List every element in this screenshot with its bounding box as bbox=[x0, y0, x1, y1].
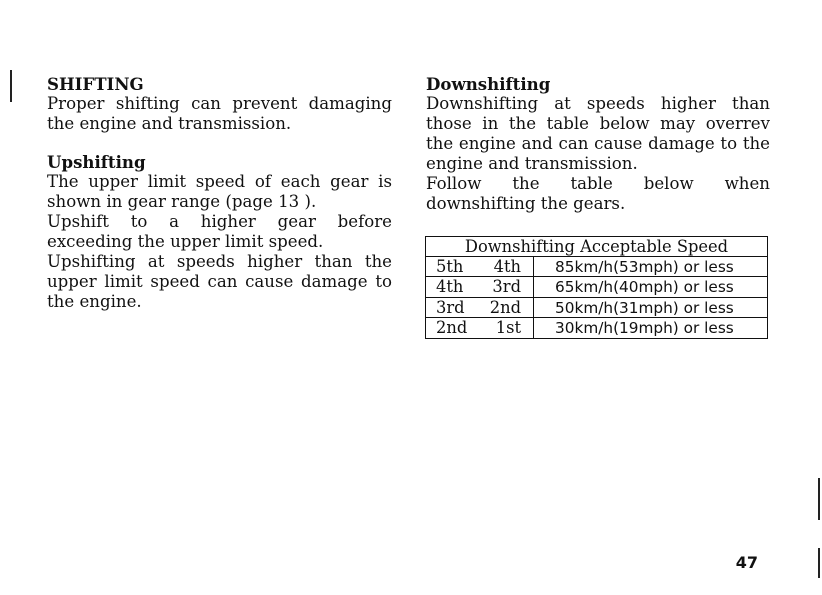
table-row bbox=[426, 318, 767, 337]
left-column bbox=[47, 74, 392, 312]
upshifting-heading: Upshifting bbox=[47, 152, 146, 172]
row-to-gear: 4th bbox=[484, 257, 534, 276]
table-row bbox=[426, 257, 767, 277]
row-speed: 50km/h(31mph) or less bbox=[555, 298, 734, 317]
scan-edge-mark-left bbox=[10, 70, 12, 102]
row-from-gear: 2nd bbox=[436, 318, 468, 338]
downshifting-heading: Downshifting bbox=[426, 74, 551, 94]
row-speed: 65km/h(40mph) or less bbox=[555, 278, 734, 297]
downshifting-text-1: Downshifting at speeds higher than those in the table below may overrev the engine and can cause damage to the engine and transmission. bbox=[426, 94, 770, 173]
row-from-gear: 5th bbox=[436, 257, 464, 276]
shifting-text: Proper shifting can prevent damaging the engine and transmission. bbox=[47, 94, 392, 133]
upshifting-text-2: Upshift to a higher gear before exceeding the upper limit speed. bbox=[47, 212, 392, 251]
row-to-gear: 3rd bbox=[484, 277, 534, 296]
scan-edge-mark-right-lower bbox=[818, 548, 820, 578]
page-number: 47 bbox=[735, 553, 758, 572]
row-speed: 30km/h(19mph) or less bbox=[555, 319, 734, 338]
row-to-gear: 1st bbox=[484, 318, 534, 337]
upshifting-text-3: Upshifting at speeds higher than the upper limit speed can cause damage to the engine. bbox=[47, 252, 392, 311]
downshift-speed-table bbox=[425, 236, 768, 339]
scan-edge-mark-right-upper bbox=[818, 478, 820, 520]
shifting-heading: SHIFTING bbox=[47, 74, 144, 94]
downshifting-text-2: Follow the table below when downshifting the gears. bbox=[426, 174, 770, 213]
row-from-gear: 4th bbox=[436, 277, 464, 297]
right-column bbox=[426, 74, 770, 214]
table-row bbox=[426, 277, 767, 297]
row-to-gear: 2nd bbox=[484, 298, 534, 317]
upshifting-text-1: The upper limit speed of each gear is shown in gear range (page 13 ). bbox=[47, 172, 392, 211]
table-row bbox=[426, 298, 767, 318]
table-title: Downshifting Acceptable Speed bbox=[426, 237, 767, 257]
row-speed: 85km/h(53mph) or less bbox=[555, 258, 734, 276]
row-from-gear: 3rd bbox=[436, 297, 465, 317]
